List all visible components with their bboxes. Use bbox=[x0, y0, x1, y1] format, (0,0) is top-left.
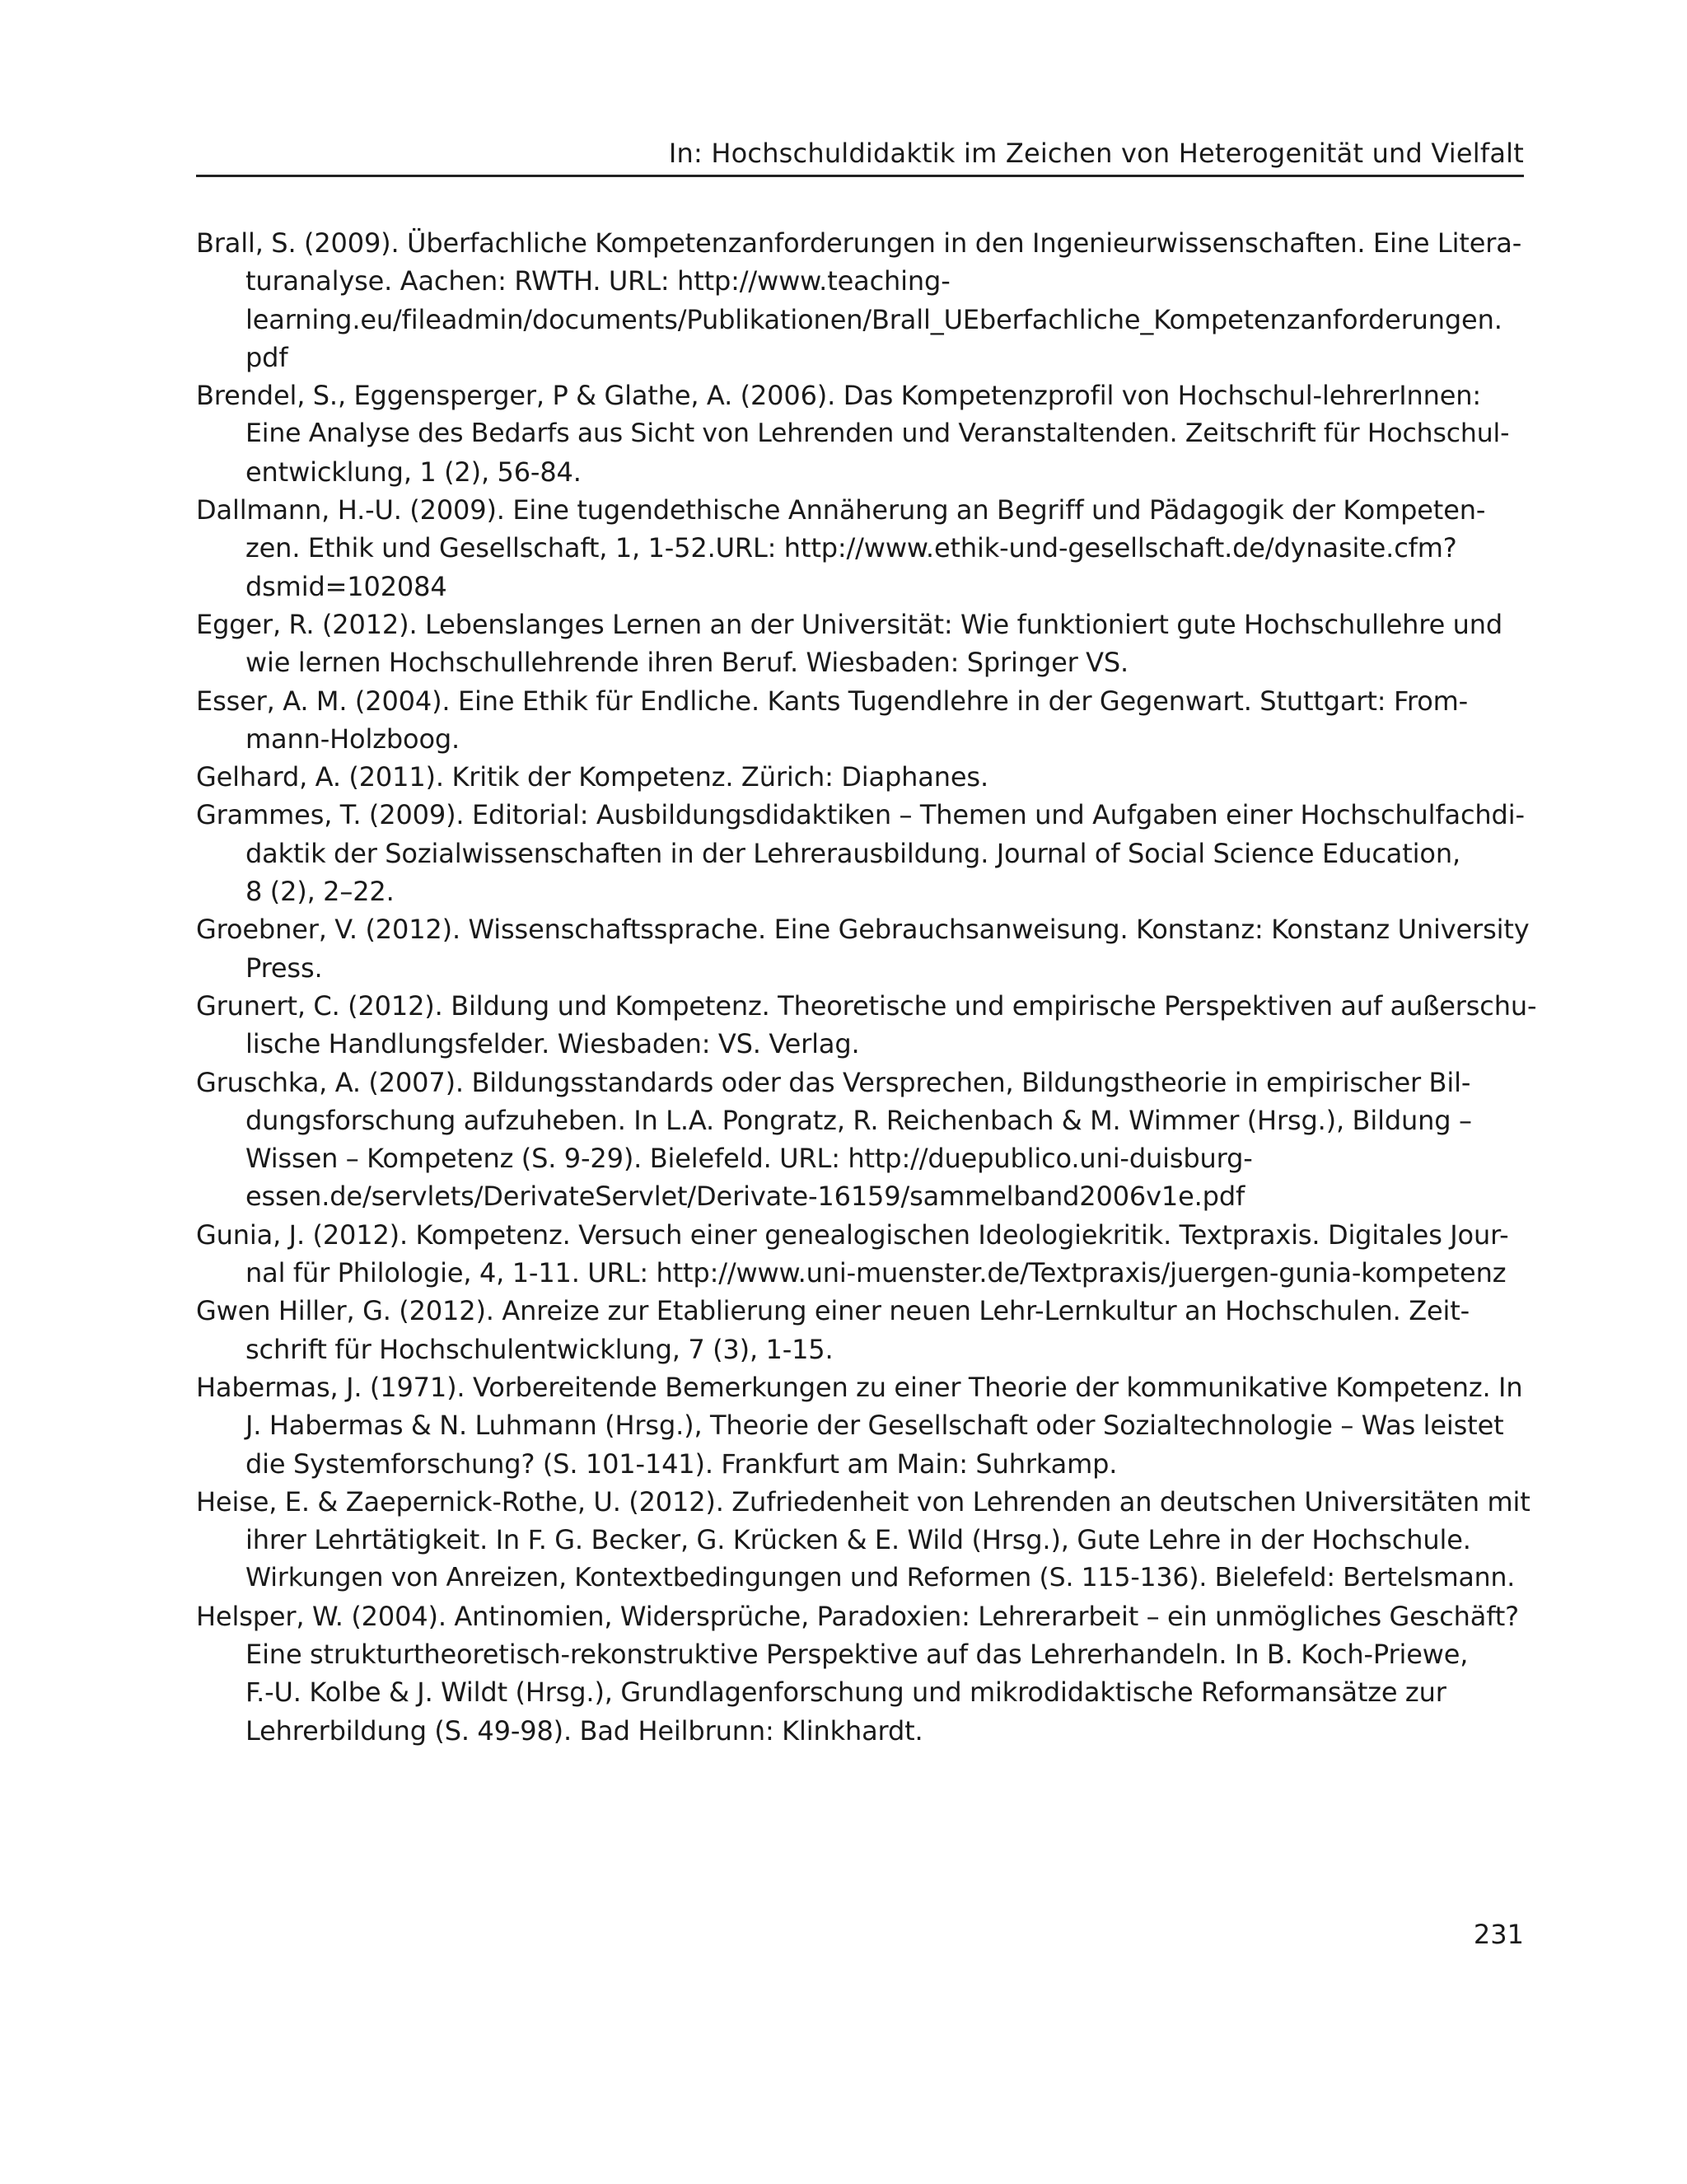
reference-line: dsmid=102084 bbox=[245, 570, 447, 602]
reference-entry bbox=[196, 796, 1524, 910]
reference-line: Helsper, W. (2004). Antinomien, Widersprüche, Paradoxien: Lehrerarbeit – ein unmögliches Geschäft? bbox=[196, 1600, 1520, 1632]
reference-line: Brendel, S., Eggensperger, P & Glathe, A. (2006). Das Kompetenzprofil von Hochschul-lehrerInnen: bbox=[196, 380, 1482, 412]
reference-line: Wissen – Kompetenz (S. 9-29). Bielefeld. URL: http://duepublico.uni-duisburg- bbox=[245, 1143, 1253, 1175]
reference-line: Lehrerbildung (S. 49-98). Bad Heilbrunn: Klinkhardt. bbox=[245, 1714, 923, 1747]
reference-line: Wirkungen von Anreizen, Kontextbedingungen und Reformen (S. 115-136). Bielefeld: Bertelsmann. bbox=[245, 1563, 1516, 1593]
reference-entry bbox=[196, 910, 1530, 987]
reference-line: turanalyse. Aachen: RWTH. URL: http://www.teaching- bbox=[245, 265, 951, 297]
reference-line: Gruschka, A. (2007). Bildungsstandards oder das Versprechen, Bildungstheorie in empirischer Bil- bbox=[196, 1066, 1471, 1098]
reference-line: Press. bbox=[245, 952, 323, 984]
reference-entry bbox=[196, 606, 1524, 682]
reference-line: Eine Analyse des Bedarfs aus Sicht von Lehrenden und Veranstaltenden. Zeitschrift für Hochschul- bbox=[245, 419, 1510, 449]
reference-line: Eine strukturtheoretisch-rekonstruktive Perspektive auf das Lehrerhandeln. In B. Koch-Priewe, bbox=[245, 1638, 1469, 1670]
header-title: In: Hochschuldidaktik im Zeichen von Heterogenität und Vielfalt bbox=[668, 138, 1524, 169]
reference-line: 8 (2), 2–22. bbox=[245, 876, 395, 908]
reference-line: lische Handlungsfelder. Wiesbaden: VS. Verlag. bbox=[245, 1028, 860, 1060]
reference-line: F.-U. Kolbe & J. Wildt (Hrsg.), Grundlagenforschung und mikrodidaktische Reformansätze zur bbox=[245, 1677, 1446, 1709]
reference-line: die Systemforschung? (S. 101-141). Frankfurt am Main: Suhrkamp. bbox=[245, 1447, 1118, 1480]
reference-line: Esser, A. M. (2004). Eine Ethik für Endliche. Kants Tugendlehre in der Gegenwart. Stuttgart: From- bbox=[196, 685, 1469, 717]
reference-line: wie lernen Hochschullehrende ihren Beruf. Wiesbaden: Springer VS. bbox=[245, 647, 1129, 679]
reference-entry bbox=[196, 1064, 1524, 1216]
reference-line: nal für Philologie, 4, 1-11. URL: http://www.uni-muenster.de/Textpraxis/juergen-gunia-kompetenz bbox=[245, 1257, 1507, 1289]
reference-line: Grammes, T. (2009). Editorial: Ausbildungsdidaktiken – Themen und Aufgaben einer Hochschulfachdi- bbox=[196, 799, 1525, 831]
reference-line: zen. Ethik und Gesellschaft, 1, 1-52.URL: http://www.ethik-und-gesellschaft.de/dynasite.cfm? bbox=[245, 532, 1457, 564]
reference-line: Egger, R. (2012). Lebenslanges Lernen an der Universität: Wie funktioniert gute Hochschullehre und bbox=[196, 608, 1503, 640]
reference-line: Brall, S. (2009). Überfachliche Kompetenzanforderungen in den Ingenieurwissenschaften. Eine Litera- bbox=[196, 227, 1522, 259]
reference-line: ihrer Lehrtätigkeit. In F. G. Becker, G. Krücken & E. Wild (Hrsg.), Gute Lehre in der Hochschule. bbox=[245, 1524, 1471, 1556]
reference-line: dungsforschung aufzuheben. In L.A. Pongratz, R. Reichenbach & M. Wimmer (Hrsg.), Bildung – bbox=[245, 1104, 1472, 1136]
reference-entry bbox=[196, 758, 1524, 796]
reference-entry bbox=[196, 224, 1524, 376]
reference-list bbox=[196, 224, 1537, 1750]
reference-entry bbox=[196, 376, 1524, 491]
reference-line: mann-Holzboog. bbox=[245, 723, 460, 755]
reference-line: Gelhard, A. (2011). Kritik der Kompetenz. Zürich: Diaphanes. bbox=[196, 761, 988, 793]
page-number: 231 bbox=[1473, 1919, 1524, 1950]
reference-entry bbox=[196, 1483, 1530, 1597]
reference-line: Gunia, J. (2012). Kompetenz. Versuch einer genealogischen Ideologiekritik. Textpraxis. Digitales Jour- bbox=[196, 1218, 1509, 1251]
reference-entry bbox=[196, 1597, 1524, 1750]
reference-entry bbox=[196, 1216, 1524, 1293]
reference-line: daktik der Sozialwissenschaften in der Lehrerausbildung. Journal of Social Science Education, bbox=[245, 837, 1460, 869]
reference-entry bbox=[196, 682, 1524, 759]
reference-line: entwicklung, 1 (2), 56-84. bbox=[245, 456, 582, 488]
reference-entry bbox=[196, 1292, 1524, 1368]
reference-line: Dallmann, H.-U. (2009). Eine tugendethische Annäherung an Begriff und Pädagogik der Kompeten- bbox=[196, 494, 1486, 526]
reference-entry bbox=[196, 1368, 1524, 1483]
reference-entry bbox=[196, 491, 1524, 606]
reference-line: J. Habermas & N. Luhmann (Hrsg.), Theorie der Gesellschaft oder Sozialtechnologie – Was leistet bbox=[245, 1410, 1504, 1442]
reference-line: pdf bbox=[245, 341, 288, 373]
reference-line: Grunert, C. (2012). Bildung und Kompetenz. Theoretische und empirische Perspektiven auf außerschu- bbox=[196, 989, 1537, 1022]
reference-line: Gwen Hiller, G. (2012). Anreize zur Etablierung einer neuen Lehr-Lernkultur an Hochschulen. Zeit- bbox=[196, 1295, 1470, 1327]
reference-line: schrift für Hochschulentwicklung, 7 (3), 1-15. bbox=[245, 1333, 834, 1365]
reference-line: Groebner, V. (2012). Wissenschaftssprache. Eine Gebrauchsanweisung. Konstanz: Konstanz University bbox=[196, 914, 1530, 946]
reference-entry bbox=[196, 987, 1537, 1064]
reference-line: essen.de/servlets/DerivateServlet/Derivate-16159/sammelband2006v1e.pdf bbox=[245, 1181, 1245, 1213]
reference-line: Heise, E. & Zaepernick-Rothe, U. (2012). Zufriedenheit von Lehrenden an deutschen Universitäten mit bbox=[196, 1485, 1530, 1518]
reference-line: Habermas, J. (1971). Vorbereitende Bemerkungen zu einer Theorie der kommunikative Kompetenz. In bbox=[196, 1371, 1523, 1403]
running-header bbox=[196, 137, 1524, 177]
reference-line: learning.eu/fileadmin/documents/Publikationen/Brall_UEberfachliche_Kompetenzanforderungen. bbox=[245, 303, 1502, 335]
